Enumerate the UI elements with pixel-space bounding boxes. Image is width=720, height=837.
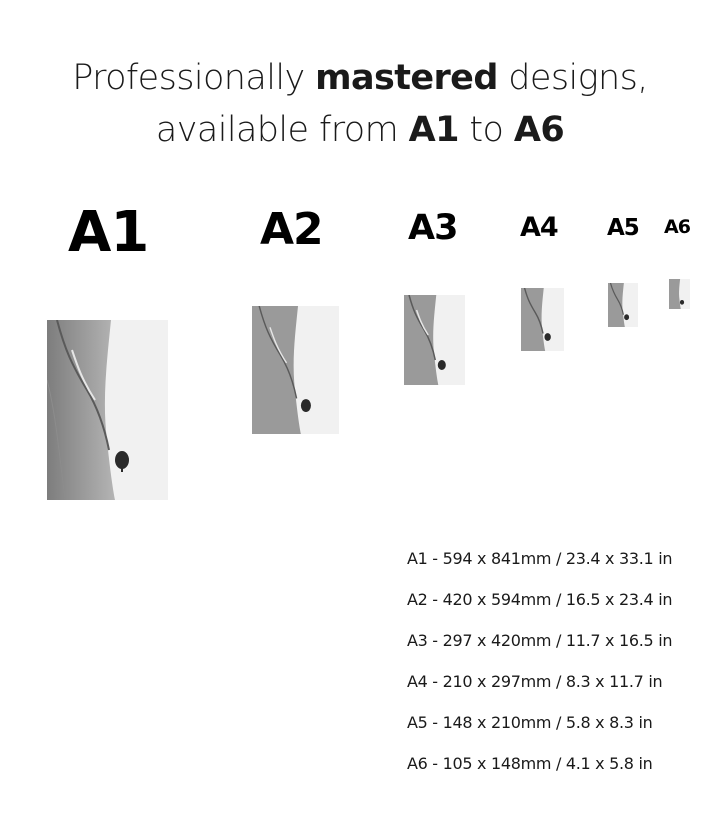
poster-a5 <box>608 283 638 327</box>
landscape-image <box>521 288 564 351</box>
spec-a5: A5 - 148 x 210mm / 5.8 x 8.3 in <box>407 713 653 732</box>
spec-a3: A3 - 297 x 420mm / 11.7 x 16.5 in <box>407 631 673 650</box>
poster-a3 <box>404 295 465 385</box>
spec-a4: A4 - 210 x 297mm / 8.3 x 11.7 in <box>407 672 663 691</box>
headline-line-2: available from A1 to A6 <box>155 110 565 150</box>
size-label-a1: A1 <box>68 200 149 265</box>
landscape-image <box>608 283 638 327</box>
size-label-a2: A2 <box>260 204 323 255</box>
size-spec-list <box>407 545 672 791</box>
headline-line-1: Professionally mastered designs, <box>72 58 648 98</box>
spec-a6: A6 - 105 x 148mm / 4.1 x 5.8 in <box>407 754 653 773</box>
landscape-image <box>404 295 465 385</box>
size-label-a6: A6 <box>664 216 690 238</box>
poster-a4 <box>521 288 564 351</box>
landscape-image <box>252 306 339 434</box>
size-label-a4: A4 <box>520 212 558 243</box>
poster-a1 <box>47 320 168 500</box>
spec-a2: A2 - 420 x 594mm / 16.5 x 23.4 in <box>407 590 673 609</box>
headline <box>0 52 720 156</box>
size-label-a3: A3 <box>408 208 458 248</box>
landscape-image <box>669 279 690 309</box>
landscape-image <box>47 320 168 500</box>
poster-a2 <box>252 306 339 434</box>
poster-a6 <box>669 279 690 309</box>
size-label-a5: A5 <box>607 215 639 241</box>
spec-a1: A1 - 594 x 841mm / 23.4 x 33.1 in <box>407 549 673 568</box>
